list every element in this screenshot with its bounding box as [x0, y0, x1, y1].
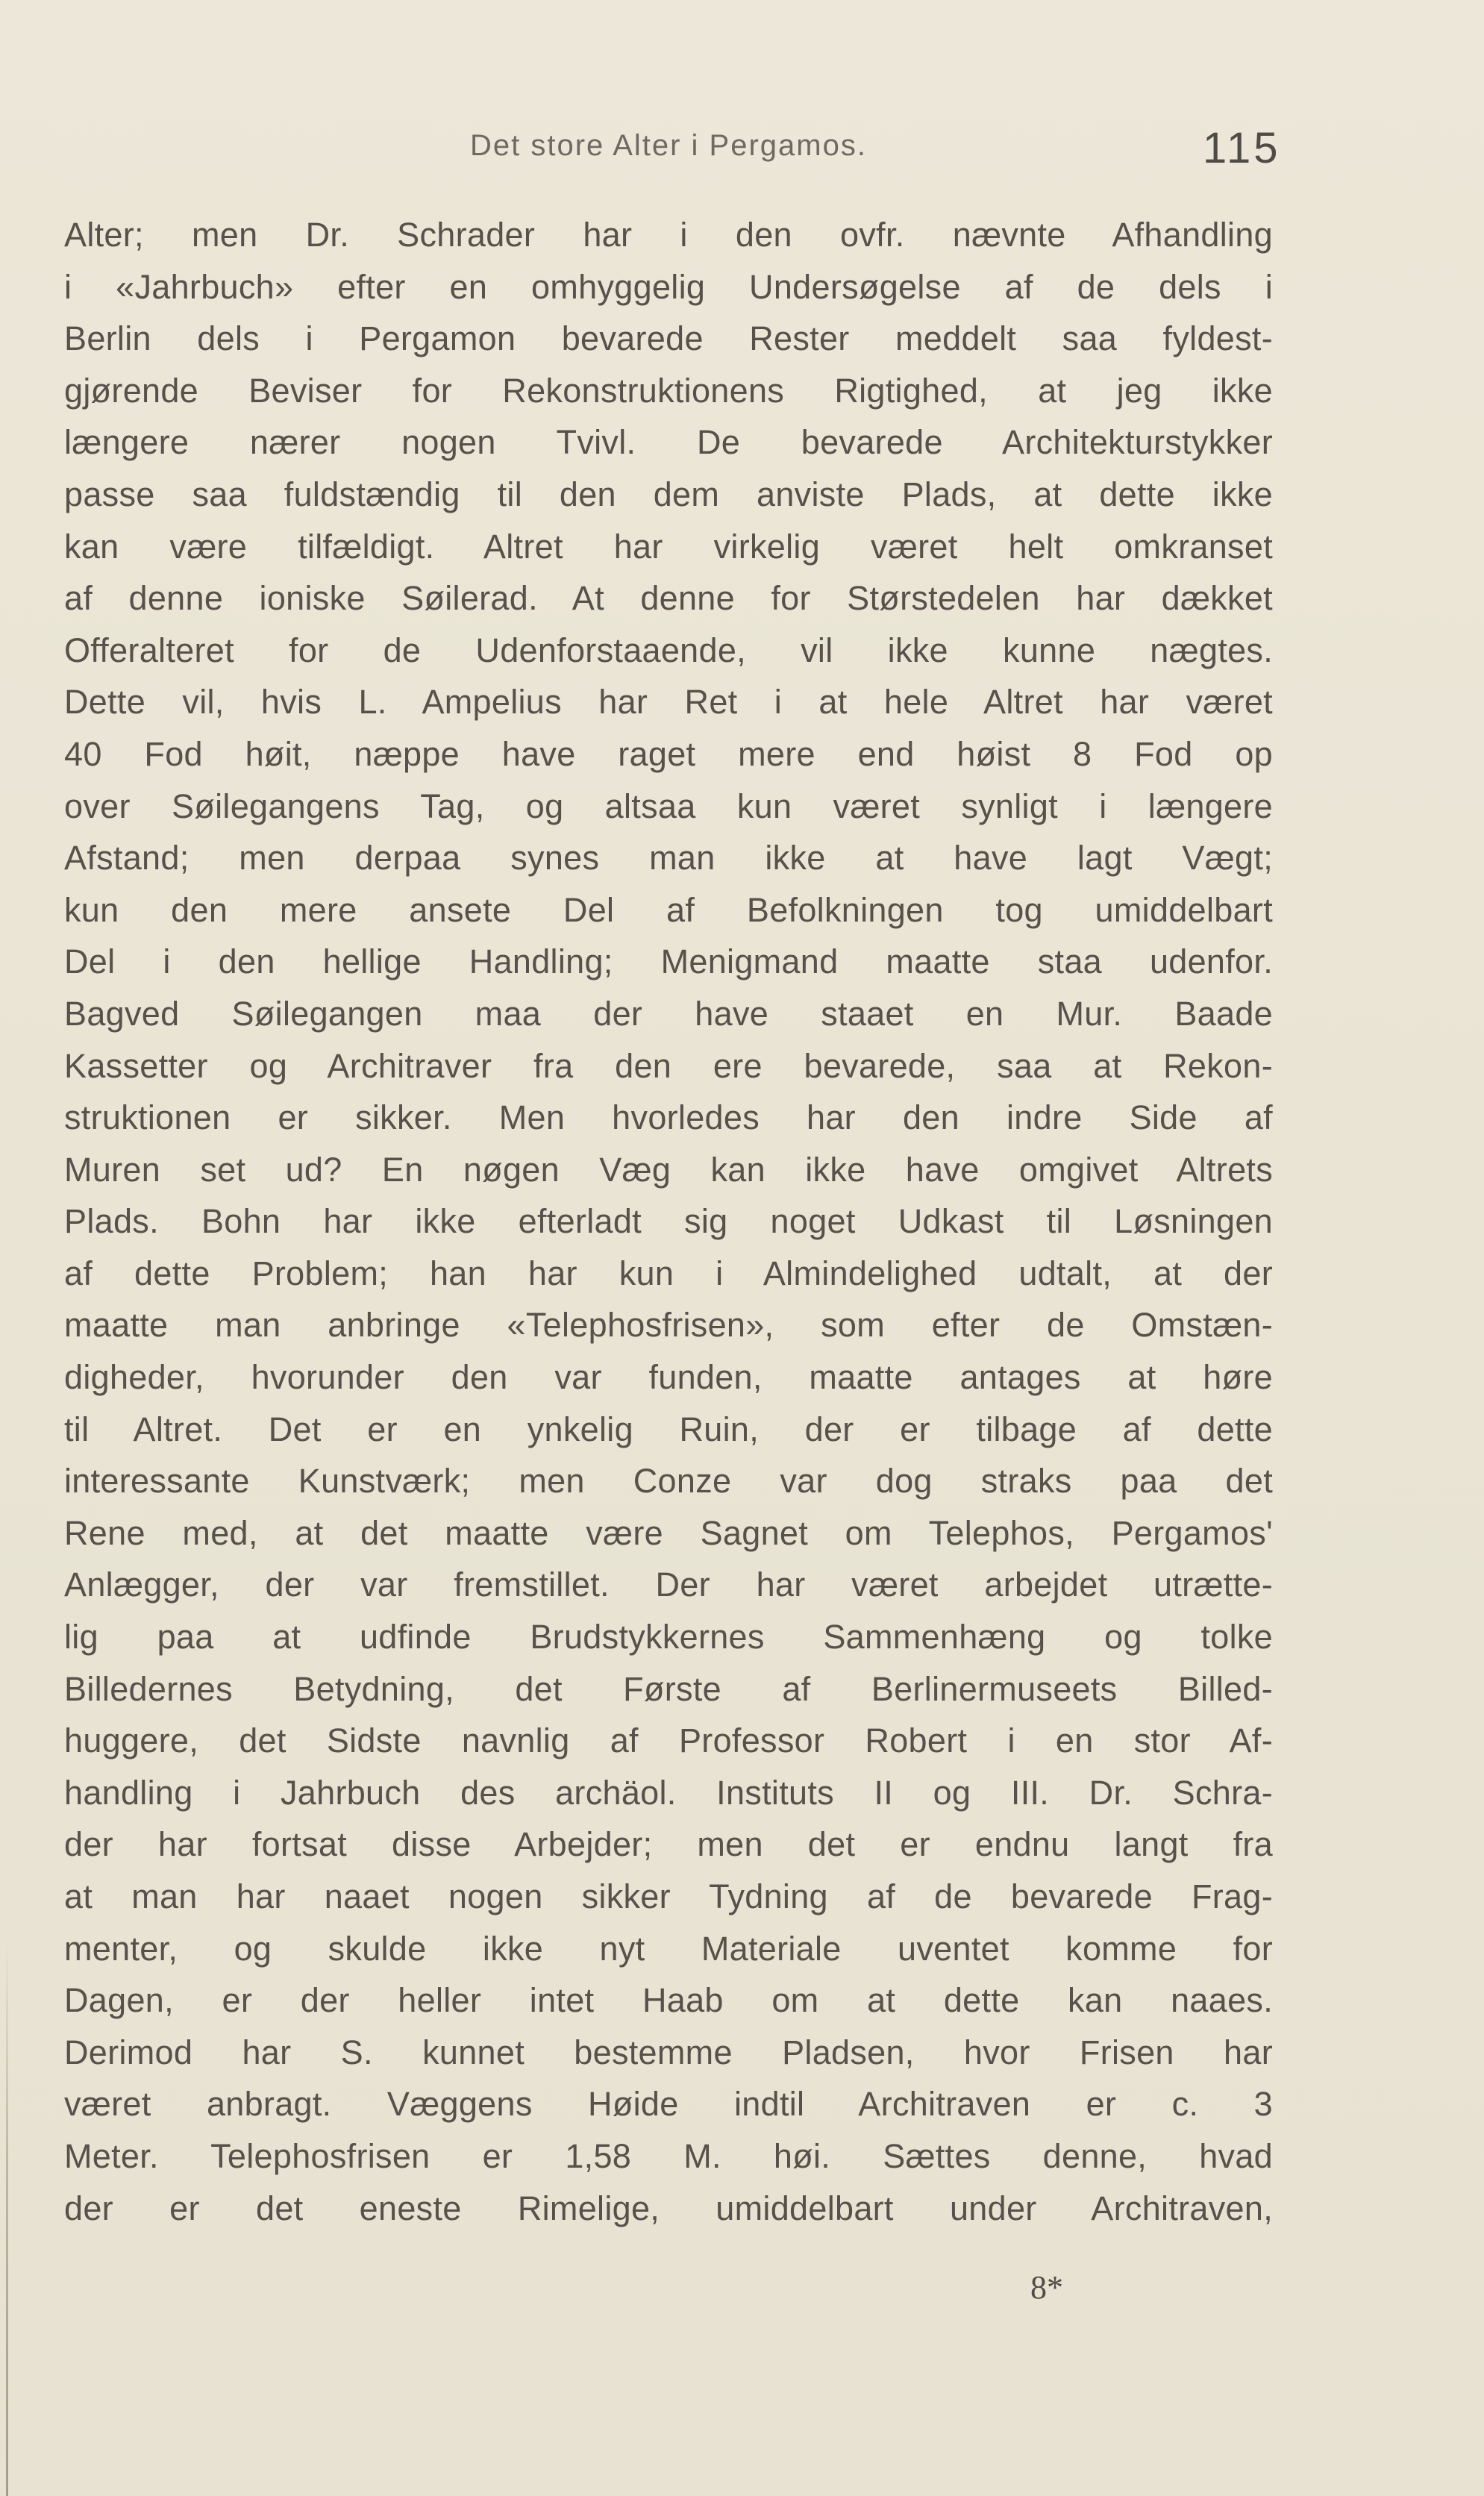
text-line: Anlægger, der var fremstillet. Der har været arbejdet utrætte- — [64, 1566, 1273, 1604]
text-line: Derimod har S. kunnet bestemme Pladsen, hvor Frisen har — [64, 2033, 1273, 2071]
text-line: af denne ioniske Søilerad. At denne for Størstedelen har dækket — [64, 579, 1273, 618]
text-line: til Altret. Det er en ynkelig Ruin, der er tilbage af dette — [64, 1410, 1273, 1448]
text-line: huggere, det Sidste navnlig af Professor Robert i en stor Af- — [64, 1721, 1273, 1760]
text-line: gjørende Beviser for Rekonstruktionens Rigtighed, at jeg ikke — [64, 371, 1273, 410]
text-line: Kassetter og Architraver fra den ere bevarede, saa at Rekon- — [64, 1046, 1273, 1085]
text-line: i «Jahrbuch» efter en omhyggelig Undersøgelse af de dels i — [64, 267, 1273, 306]
text-line: Alter; men Dr. Schrader har i den ovfr. nævnte Afhandling — [64, 216, 1273, 254]
text-line: struktionen er sikker. Men hvorledes har den indre Side af — [64, 1098, 1273, 1137]
text-line: interessante Kunstværk; men Conze var dog straks paa det — [64, 1462, 1273, 1501]
text-line: over Søilegangens Tag, og altsaa kun været synligt i længere — [64, 786, 1273, 825]
page-number: 115 — [1203, 124, 1281, 172]
body-text — [64, 209, 1273, 2234]
text-line: længere nærer nogen Tvivl. De bevarede Architekturstykker — [64, 423, 1273, 462]
text-line: maatte man anbringe «Telephosfrisen», som efter de Omstæn- — [64, 1306, 1273, 1345]
signature-mark: 8* — [1030, 2269, 1063, 2306]
text-line: af dette Problem; han har kun i Almindelighed udtalt, at der — [64, 1254, 1273, 1292]
page-header — [0, 123, 1484, 175]
text-line: Dette vil, hvis L. Ampelius har Ret i at hele Altret har været — [64, 683, 1273, 722]
text-line: Muren set ud? En nøgen Væg kan ikke have omgivet Altrets — [64, 1150, 1273, 1189]
text-line: at man har naaet nogen sikker Tydning af de bevarede Frag- — [64, 1877, 1273, 1915]
text-line: Bagved Søilegangen maa der have staaet en Mur. Baade — [64, 994, 1273, 1033]
text-line: handling i Jahrbuch des archäol. Instituts II og III. Dr. Schra- — [64, 1773, 1273, 1812]
text-line: passe saa fuldstændig til den dem anviste Plads, at dette ikke — [64, 475, 1273, 513]
text-line: der er det eneste Rimelige, umiddelbart under Architraven, — [64, 2189, 1273, 2227]
text-line: Billedernes Betydning, det Første af Berlinermuseets Billed- — [64, 1669, 1273, 1708]
text-line: været anbragt. Væggens Høide indtil Architraven er c. 3 — [64, 2085, 1273, 2124]
text-line: menter, og skulde ikke nyt Materiale uventet komme for — [64, 1929, 1273, 1968]
text-line: Berlin dels i Pergamon bevarede Rester meddelt saa fyldest- — [64, 319, 1273, 358]
text-line: der har fortsat disse Arbejder; men det er endnu langt fra — [64, 1825, 1273, 1864]
text-line: Dagen, er der heller intet Haab om at dette kan naaes. — [64, 1981, 1273, 2020]
text-line: 40 Fod høit, næppe have raget mere end høist 8 Fod op — [64, 734, 1273, 773]
text-line: kun den mere ansete Del af Befolkningen tog umiddelbart — [64, 890, 1273, 929]
text-line: Meter. Telephosfrisen er 1,58 M. høi. Sættes denne, hvad — [64, 2136, 1273, 2175]
text-line: lig paa at udfinde Brudstykkernes Sammenhæng og tolke — [64, 1618, 1273, 1657]
running-title: Det store Alter i Pergamos. — [470, 129, 867, 162]
text-line: Del i den hellige Handling; Menigmand maatte staa udenfor. — [64, 942, 1273, 981]
text-line: Rene med, at det maatte være Sagnet om Telephos, Pergamos' — [64, 1513, 1273, 1552]
text-line: Offeralteret for de Udenforstaaende, vil ikke kunne nægtes. — [64, 631, 1273, 669]
text-line: digheder, hvorunder den var funden, maatte antages at høre — [64, 1358, 1273, 1397]
binding-edge — [6, 1940, 8, 2496]
text-line: Afstand; men derpaa synes man ikke at have lagt Vægt; — [64, 839, 1273, 878]
text-line: Plads. Bohn har ikke efterladt sig noget Udkast til Løsningen — [64, 1202, 1273, 1241]
text-line: kan være tilfældigt. Altret har virkelig været helt omkranset — [64, 527, 1273, 566]
